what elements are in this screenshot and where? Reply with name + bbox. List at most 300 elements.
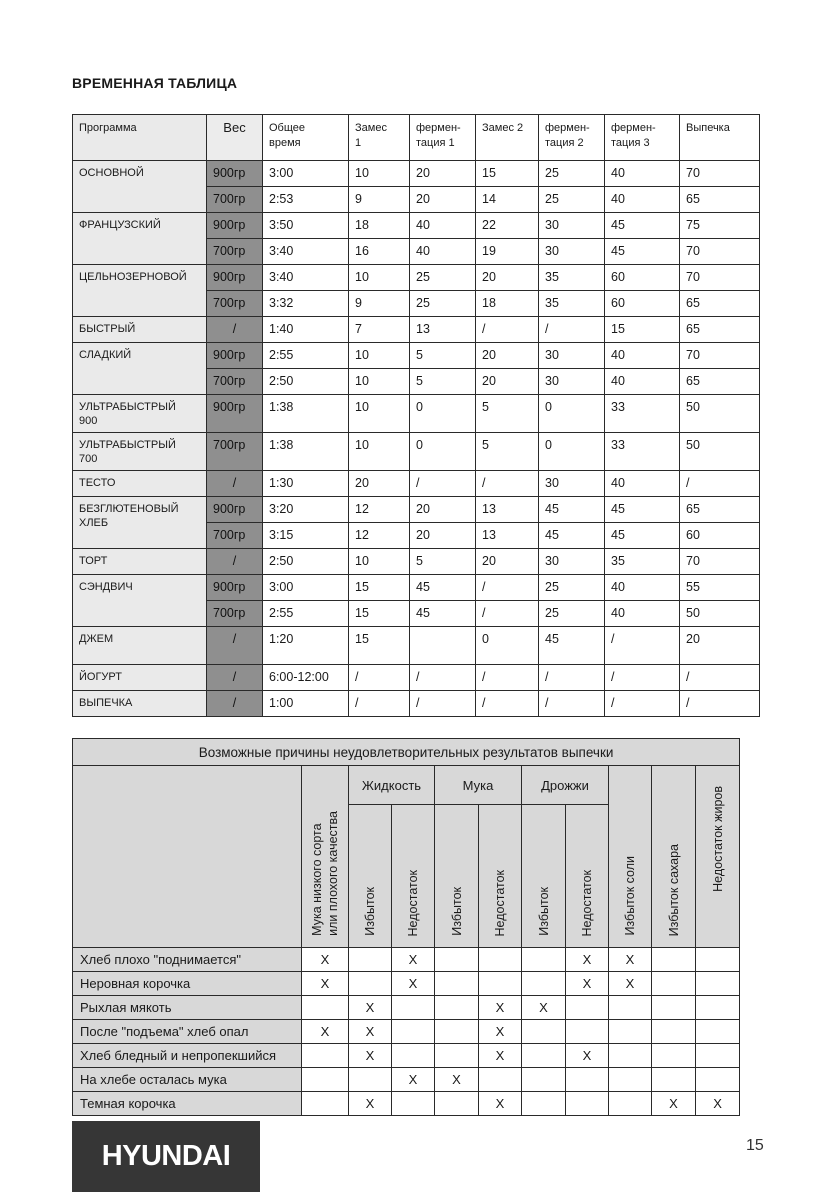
cause-mark <box>392 1020 435 1044</box>
timing-value-cell: 0 <box>410 433 476 471</box>
timing-value-cell: 20 <box>410 497 476 523</box>
cause-mark <box>435 996 479 1020</box>
col-excess-sugar <box>652 766 696 948</box>
program-name: ДЖЕМ <box>73 627 207 665</box>
timing-row <box>73 497 760 523</box>
weight-cell: / <box>207 471 263 497</box>
timing-value-cell: 40 <box>605 601 680 627</box>
yeast-excess-col <box>522 805 566 948</box>
cause-mark <box>392 1092 435 1116</box>
timing-value-cell: 3:40 <box>263 239 349 265</box>
problem-label: Хлеб плохо "поднимается" <box>73 948 302 972</box>
cause-mark <box>392 1044 435 1068</box>
cause-mark <box>696 1068 740 1092</box>
timing-value-cell: 10 <box>349 343 410 369</box>
cause-mark <box>349 972 392 996</box>
col-excess-salt <box>609 766 652 948</box>
timing-value-cell: / <box>349 691 410 717</box>
cause-mark <box>435 1092 479 1116</box>
timing-value-cell: 60 <box>680 523 760 549</box>
timing-value-cell: / <box>680 471 760 497</box>
cause-mark <box>609 996 652 1020</box>
cause-mark: X <box>609 948 652 972</box>
timing-value-cell: 25 <box>539 601 605 627</box>
timing-value-cell: / <box>410 471 476 497</box>
timing-value-cell: 20 <box>349 471 410 497</box>
causes-corner-cell <box>73 766 302 948</box>
causes-table-title: Возможные причины неудовлетворительных результатов выпечки <box>73 739 740 766</box>
timing-value-cell: / <box>605 691 680 717</box>
timing-value-cell: 30 <box>539 343 605 369</box>
weight-cell: / <box>207 665 263 691</box>
cause-mark <box>609 1020 652 1044</box>
timing-value-cell: 55 <box>680 575 760 601</box>
timing-value-cell: 14 <box>476 187 539 213</box>
cause-row <box>73 1044 740 1068</box>
liquid-deficit-label: Недостаток <box>406 869 420 936</box>
timing-value-cell: 19 <box>476 239 539 265</box>
timing-value-cell: 0 <box>539 433 605 471</box>
timing-value-cell: 1:38 <box>263 433 349 471</box>
col-low-quality-flour <box>302 766 349 948</box>
timing-value-cell: 3:15 <box>263 523 349 549</box>
timing-value-cell: 45 <box>605 239 680 265</box>
timing-header-cell: Выпечка <box>680 115 760 161</box>
timing-value-cell: 18 <box>349 213 410 239</box>
excess-salt-label: Избыток соли <box>623 856 637 936</box>
timing-value-cell: 25 <box>539 187 605 213</box>
timing-row <box>73 161 760 187</box>
timing-value-cell: 9 <box>349 291 410 317</box>
weight-cell: 700гр <box>207 601 263 627</box>
problem-label: Темная корочка <box>73 1092 302 1116</box>
cause-mark: X <box>566 972 609 996</box>
cause-mark: X <box>392 1068 435 1092</box>
cause-mark <box>696 948 740 972</box>
low-quality-flour-label: Мука низкого сорта или плохого качества <box>310 811 340 936</box>
timing-value-cell: 22 <box>476 213 539 239</box>
cause-row <box>73 1020 740 1044</box>
weight-cell: 900гр <box>207 213 263 239</box>
timing-value-cell: 10 <box>349 549 410 575</box>
cause-mark <box>522 1092 566 1116</box>
yeast-deficit-col <box>566 805 609 948</box>
col-deficit-fat <box>696 766 740 948</box>
timing-value-cell: 10 <box>349 433 410 471</box>
program-name: ФРАНЦУЗСКИЙ <box>73 213 207 265</box>
timing-header-cell: Замес 1 <box>349 115 410 161</box>
timing-value-cell: 10 <box>349 265 410 291</box>
problem-label: Рыхлая мякоть <box>73 996 302 1020</box>
cause-mark <box>392 996 435 1020</box>
program-name: УЛЬТРАБЫСТРЫЙ 900 <box>73 395 207 433</box>
program-name: СЛАДКИЙ <box>73 343 207 395</box>
timing-value-cell: 25 <box>410 265 476 291</box>
timing-value-cell: 40 <box>605 161 680 187</box>
group-liquid: Жидкость <box>349 766 435 805</box>
timing-value-cell <box>410 627 476 665</box>
timing-value-cell: 13 <box>476 523 539 549</box>
timing-value-cell: 30 <box>539 239 605 265</box>
problem-label: На хлебе осталась мука <box>73 1068 302 1092</box>
timing-value-cell: 15 <box>605 317 680 343</box>
timing-value-cell: 5 <box>410 549 476 575</box>
timing-row <box>73 343 760 369</box>
cause-mark <box>522 1044 566 1068</box>
cause-mark <box>302 996 349 1020</box>
timing-table <box>72 114 760 717</box>
timing-value-cell: 40 <box>410 213 476 239</box>
timing-value-cell: 0 <box>476 627 539 665</box>
timing-value-cell: 20 <box>410 523 476 549</box>
timing-value-cell: 60 <box>605 265 680 291</box>
timing-value-cell: / <box>539 691 605 717</box>
yeast-excess-label: Избыток <box>536 887 551 936</box>
weight-cell: 900гр <box>207 497 263 523</box>
cause-mark <box>479 972 522 996</box>
timing-value-cell: / <box>476 665 539 691</box>
cause-mark: X <box>349 1020 392 1044</box>
cause-mark <box>696 996 740 1020</box>
cause-mark <box>349 948 392 972</box>
timing-value-cell: 60 <box>605 291 680 317</box>
weight-cell: 700гр <box>207 369 263 395</box>
timing-value-cell: 25 <box>539 575 605 601</box>
timing-row <box>73 549 760 575</box>
weight-cell: 700гр <box>207 523 263 549</box>
timing-value-cell: 33 <box>605 395 680 433</box>
timing-value-cell: 2:53 <box>263 187 349 213</box>
timing-header-cell: Общее время <box>263 115 349 161</box>
timing-value-cell: 10 <box>349 161 410 187</box>
timing-value-cell: 1:30 <box>263 471 349 497</box>
timing-value-cell: / <box>680 665 760 691</box>
weight-cell: 700гр <box>207 239 263 265</box>
cause-mark: X <box>479 1020 522 1044</box>
cause-mark <box>302 1044 349 1068</box>
yeast-deficit-label: Недостаток <box>580 869 594 936</box>
timing-value-cell: 1:38 <box>263 395 349 433</box>
program-name: ВЫПЕЧКА <box>73 691 207 717</box>
deficit-fat-label: Недостаток жиров <box>710 786 725 892</box>
cause-mark <box>696 1020 740 1044</box>
program-name: УЛЬТРАБЫСТРЫЙ 700 <box>73 433 207 471</box>
weight-cell: 700гр <box>207 187 263 213</box>
timing-value-cell: / <box>539 665 605 691</box>
timing-value-cell: 30 <box>539 549 605 575</box>
timing-value-cell: 35 <box>605 549 680 575</box>
timing-value-cell: 12 <box>349 523 410 549</box>
cause-mark <box>609 1044 652 1068</box>
flour-excess-col <box>435 805 479 948</box>
cause-mark <box>479 1068 522 1092</box>
cause-mark: X <box>435 1068 479 1092</box>
timing-value-cell: 30 <box>539 369 605 395</box>
timing-value-cell: 40 <box>410 239 476 265</box>
cause-mark <box>522 1068 566 1092</box>
timing-value-cell: 70 <box>680 549 760 575</box>
timing-value-cell: 40 <box>605 471 680 497</box>
timing-value-cell: 5 <box>410 343 476 369</box>
flour-excess-label: Избыток <box>449 887 464 936</box>
timing-value-cell: 10 <box>349 369 410 395</box>
timing-value-cell: 45 <box>539 523 605 549</box>
timing-value-cell: 65 <box>680 497 760 523</box>
weight-cell: 900гр <box>207 343 263 369</box>
timing-row <box>73 265 760 291</box>
excess-sugar-label: Избыток сахара <box>666 843 681 936</box>
timing-table-header <box>73 115 760 161</box>
page-number: 15 <box>746 1137 764 1154</box>
liquid-deficit-col <box>392 805 435 948</box>
flour-deficit-label: Недостаток <box>493 869 507 936</box>
cause-mark <box>566 1020 609 1044</box>
timing-value-cell: 2:55 <box>263 601 349 627</box>
timing-value-cell: 65 <box>680 187 760 213</box>
timing-value-cell: 1:20 <box>263 627 349 665</box>
hyundai-logo: HYUNDAI <box>72 1121 260 1192</box>
cause-mark: X <box>609 972 652 996</box>
timing-header-cell: фермен- тация 3 <box>605 115 680 161</box>
timing-row <box>73 575 760 601</box>
program-name: СЭНДВИЧ <box>73 575 207 627</box>
timing-value-cell: 12 <box>349 497 410 523</box>
timing-value-cell: 65 <box>680 291 760 317</box>
timing-value-cell: / <box>410 691 476 717</box>
timing-value-cell: 16 <box>349 239 410 265</box>
cause-mark: X <box>522 996 566 1020</box>
cause-mark: X <box>302 948 349 972</box>
timing-value-cell: 45 <box>539 497 605 523</box>
weight-cell: 900гр <box>207 395 263 433</box>
timing-value-cell: 20 <box>476 265 539 291</box>
cause-mark <box>302 1068 349 1092</box>
cause-row <box>73 1092 740 1116</box>
weight-cell: / <box>207 549 263 575</box>
timing-value-cell: 13 <box>410 317 476 343</box>
timing-value-cell: / <box>605 665 680 691</box>
timing-value-cell: 30 <box>539 471 605 497</box>
program-name: ЦЕЛЬНОЗЕРНОВОЙ <box>73 265 207 317</box>
program-name: ЙОГУРТ <box>73 665 207 691</box>
timing-value-cell: 20 <box>476 343 539 369</box>
timing-value-cell: / <box>476 601 539 627</box>
timing-header-cell: Замес 2 <box>476 115 539 161</box>
cause-mark <box>652 1068 696 1092</box>
timing-value-cell: 20 <box>410 161 476 187</box>
timing-value-cell: 33 <box>605 433 680 471</box>
timing-value-cell: 5 <box>476 433 539 471</box>
cause-mark <box>652 1020 696 1044</box>
liquid-excess-col <box>349 805 392 948</box>
timing-row <box>73 395 760 433</box>
timing-value-cell: 3:20 <box>263 497 349 523</box>
cause-mark <box>435 972 479 996</box>
timing-value-cell: 25 <box>410 291 476 317</box>
timing-value-cell: 13 <box>476 497 539 523</box>
timing-value-cell: 30 <box>539 213 605 239</box>
cause-mark <box>522 948 566 972</box>
cause-mark <box>566 996 609 1020</box>
flour-deficit-col <box>479 805 522 948</box>
cause-mark: X <box>566 948 609 972</box>
timing-value-cell: 45 <box>410 575 476 601</box>
timing-value-cell: 15 <box>349 575 410 601</box>
timing-value-cell: 70 <box>680 239 760 265</box>
cause-mark: X <box>349 1044 392 1068</box>
timing-value-cell: 15 <box>349 627 410 665</box>
timing-value-cell: 0 <box>410 395 476 433</box>
timing-value-cell: 40 <box>605 187 680 213</box>
timing-value-cell: 70 <box>680 343 760 369</box>
cause-mark <box>652 948 696 972</box>
cause-mark: X <box>349 1092 392 1116</box>
timing-value-cell: / <box>476 471 539 497</box>
timing-value-cell: / <box>476 575 539 601</box>
cause-mark <box>435 1044 479 1068</box>
timing-row <box>73 317 760 343</box>
cause-mark <box>302 1092 349 1116</box>
program-name: БЫСТРЫЙ <box>73 317 207 343</box>
timing-value-cell: 3:00 <box>263 575 349 601</box>
program-name: ТЕСТО <box>73 471 207 497</box>
cause-mark: X <box>479 996 522 1020</box>
timing-value-cell: 20 <box>476 549 539 575</box>
cause-mark <box>522 972 566 996</box>
timing-value-cell: 0 <box>539 395 605 433</box>
cause-row <box>73 972 740 996</box>
cause-mark: X <box>392 972 435 996</box>
cause-mark <box>435 1020 479 1044</box>
cause-mark: X <box>479 1092 522 1116</box>
timing-header-cell: фермен- тация 2 <box>539 115 605 161</box>
cause-mark: X <box>479 1044 522 1068</box>
timing-value-cell: 5 <box>476 395 539 433</box>
timing-value-cell: 20 <box>476 369 539 395</box>
timing-value-cell: 50 <box>680 395 760 433</box>
cause-mark: X <box>302 972 349 996</box>
timing-value-cell: 10 <box>349 395 410 433</box>
timing-value-cell: 3:32 <box>263 291 349 317</box>
cause-mark: X <box>696 1092 740 1116</box>
problem-label: Неровная корочка <box>73 972 302 996</box>
timing-value-cell: 65 <box>680 369 760 395</box>
timing-value-cell: 70 <box>680 161 760 187</box>
timing-value-cell: 65 <box>680 317 760 343</box>
timing-value-cell: 40 <box>605 343 680 369</box>
timing-value-cell: 75 <box>680 213 760 239</box>
timing-value-cell: / <box>349 665 410 691</box>
cause-mark <box>696 972 740 996</box>
timing-value-cell: / <box>476 691 539 717</box>
problem-label: После "подъема" хлеб опал <box>73 1020 302 1044</box>
weight-cell: / <box>207 317 263 343</box>
timing-value-cell: 35 <box>539 291 605 317</box>
cause-row <box>73 948 740 972</box>
cause-mark <box>652 972 696 996</box>
timing-header-cell: Вес <box>207 115 263 161</box>
cause-mark: X <box>392 948 435 972</box>
cause-mark <box>566 1092 609 1116</box>
timing-value-cell: 3:40 <box>263 265 349 291</box>
cause-mark: X <box>349 996 392 1020</box>
cause-mark <box>349 1068 392 1092</box>
timing-value-cell: 45 <box>410 601 476 627</box>
timing-value-cell: 5 <box>410 369 476 395</box>
problem-label: Хлеб бледный и непропекшийся <box>73 1044 302 1068</box>
weight-cell: 900гр <box>207 161 263 187</box>
timing-value-cell: 15 <box>476 161 539 187</box>
timing-value-cell: / <box>410 665 476 691</box>
group-yeast: Дрожжи <box>522 766 609 805</box>
timing-value-cell: 18 <box>476 291 539 317</box>
cause-mark <box>652 996 696 1020</box>
timing-value-cell: 7 <box>349 317 410 343</box>
timing-value-cell: 3:00 <box>263 161 349 187</box>
cause-mark <box>435 948 479 972</box>
cause-mark <box>609 1068 652 1092</box>
timing-value-cell: 20 <box>410 187 476 213</box>
timing-value-cell: 15 <box>349 601 410 627</box>
timing-value-cell: 45 <box>605 213 680 239</box>
weight-cell: 700гр <box>207 433 263 471</box>
causes-table <box>72 738 740 1116</box>
timing-value-cell: 50 <box>680 601 760 627</box>
timing-header-cell: Программа <box>73 115 207 161</box>
weight-cell: / <box>207 691 263 717</box>
cause-mark <box>479 948 522 972</box>
timing-row <box>73 213 760 239</box>
timing-value-cell: 70 <box>680 265 760 291</box>
timing-row <box>73 665 760 691</box>
weight-cell: 900гр <box>207 265 263 291</box>
program-name: БЕЗГЛЮТЕНОВЫЙ ХЛЕБ <box>73 497 207 549</box>
timing-value-cell: 25 <box>539 161 605 187</box>
cause-mark <box>609 1092 652 1116</box>
timing-value-cell: 6:00-12:00 <box>263 665 349 691</box>
timing-row <box>73 433 760 471</box>
cause-mark: X <box>652 1092 696 1116</box>
weight-cell: / <box>207 627 263 665</box>
cause-mark <box>522 1020 566 1044</box>
group-flour: Мука <box>435 766 522 805</box>
timing-value-cell: 3:50 <box>263 213 349 239</box>
liquid-excess-label: Избыток <box>363 887 377 936</box>
program-name: ТОРТ <box>73 549 207 575</box>
timing-value-cell: 2:50 <box>263 369 349 395</box>
timing-value-cell: 45 <box>539 627 605 665</box>
page-title: ВРЕМЕННАЯ ТАБЛИЦА <box>72 75 238 91</box>
cause-mark: X <box>302 1020 349 1044</box>
timing-value-cell: 35 <box>539 265 605 291</box>
cause-mark: X <box>566 1044 609 1068</box>
timing-value-cell: 1:00 <box>263 691 349 717</box>
timing-value-cell: 9 <box>349 187 410 213</box>
cause-mark <box>566 1068 609 1092</box>
timing-value-cell: 50 <box>680 433 760 471</box>
timing-value-cell: / <box>476 317 539 343</box>
cause-row <box>73 1068 740 1092</box>
timing-value-cell: 1:40 <box>263 317 349 343</box>
timing-value-cell: 40 <box>605 369 680 395</box>
weight-cell: 700гр <box>207 291 263 317</box>
program-name: ОСНОВНОЙ <box>73 161 207 213</box>
timing-value-cell: 20 <box>680 627 760 665</box>
timing-value-cell: 2:55 <box>263 343 349 369</box>
timing-header-cell: фермен- тация 1 <box>410 115 476 161</box>
timing-row <box>73 471 760 497</box>
timing-value-cell: 45 <box>605 497 680 523</box>
